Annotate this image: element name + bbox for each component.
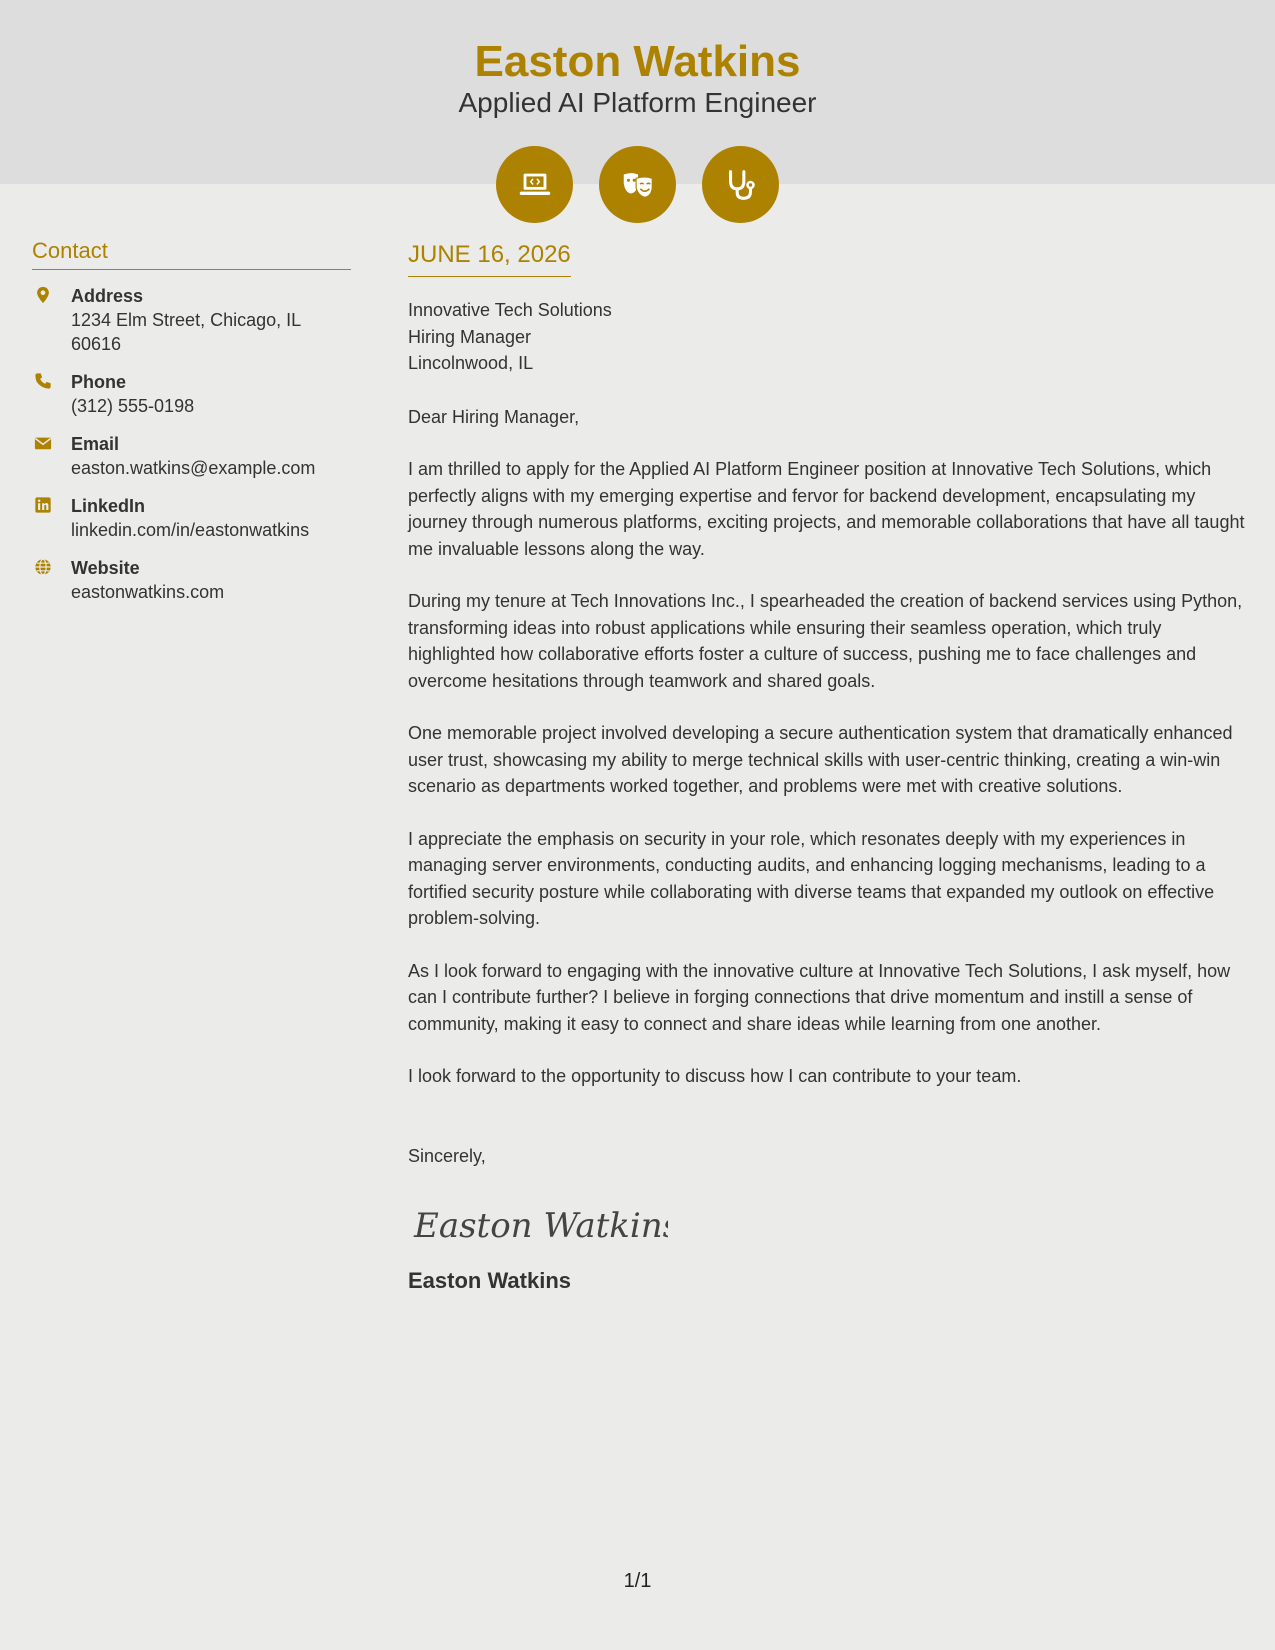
applicant-role: Applied AI Platform Engineer xyxy=(458,87,817,118)
paragraph: I look forward to the opportunity to discuss how I can contribute to your team. xyxy=(408,1066,1022,1086)
paragraph: I am thrilled to apply for the Applied AI Platform Engineer position at Innovative Tech Solutions, which perfectly aligns with my emerging expertise and fervor for backend development, encapsulating my journey through numerous platforms, exciting projects, and memorable collaborations that have all taught me invaluable lessons along the way. xyxy=(408,459,1245,559)
stethoscope-icon xyxy=(702,146,779,223)
contact-label: Address xyxy=(71,286,144,306)
contact-linkedin xyxy=(32,494,351,542)
header-icons xyxy=(496,146,779,223)
signer-name: Easton Watkins xyxy=(408,1268,571,1293)
letter-date: JUNE 16, 2026 xyxy=(408,240,571,277)
signature-text: Easton Watkins xyxy=(414,1206,668,1246)
contact-sidebar xyxy=(32,238,351,604)
contact-label: Website xyxy=(71,558,140,578)
paragraph: One memorable project involved developing a secure authentication system that dramatically enhanced user trust, showcasing my ability to merge technical skills with user-centric thinking, creating a win-win scenario as departments worked together, and problems were met with creative solutions. xyxy=(408,723,1233,796)
map-pin-icon xyxy=(34,286,52,304)
recipient-company: Innovative Tech Solutions xyxy=(408,300,612,320)
linkedin-icon xyxy=(34,496,52,514)
contact-heading: Contact xyxy=(32,238,351,270)
contact-label: Phone xyxy=(71,372,127,392)
contact-label: Email xyxy=(71,434,120,454)
recipient-title: Hiring Manager xyxy=(408,326,532,347)
contact-value: linkedin.com/in/eastonwatkins xyxy=(71,520,310,540)
globe-icon xyxy=(34,558,52,576)
contact-phone xyxy=(32,370,351,418)
laptop-code-icon xyxy=(496,146,573,223)
page-number: 1/1 xyxy=(623,1570,652,1592)
contact-address xyxy=(32,284,351,356)
recipient-block xyxy=(408,297,1248,377)
paragraph: During my tenure at Tech Innovations Inc., I spearheaded the creation of backend services using Python, transforming ideas into robust applications while ensuring their seamless operation, which truly highlighted how collaborative efforts foster a culture of success, pushing me to face challenges and overcome hesitations through teamwork and shared goals. xyxy=(408,591,1243,691)
paragraph: As I look forward to engaging with the innovative culture at Innovative Tech Solutions, I ask myself, how can I contribute further? I believe in forging connections that drive momentum and instill a sense of community, making it easy to connect and share ideas while learning from one another. xyxy=(408,960,1231,1034)
contact-email xyxy=(32,432,351,480)
salutation: Dear Hiring Manager, xyxy=(408,406,580,427)
contact-website xyxy=(32,556,351,604)
closing: Sincerely, xyxy=(408,1145,486,1166)
paragraph: I appreciate the emphasis on security in your role, which resonates deeply with my experiences in managing server environments, conducting audits, and enhancing logging mechanisms, leading to a fortified security posture while collaborating with diverse teams that expanded my outlook on effective problem-solving. xyxy=(408,828,1215,928)
contact-value: (312) 555-0198 xyxy=(71,396,195,416)
contact-value: eastonwatkins.com xyxy=(71,582,225,602)
contact-value: 1234 Elm Street, Chicago, IL 60616 xyxy=(71,310,301,354)
applicant-name: Easton Watkins xyxy=(474,37,801,86)
contact-label: LinkedIn xyxy=(71,496,146,516)
contact-value: easton.watkins@example.com xyxy=(71,458,316,478)
envelope-icon xyxy=(34,434,52,452)
signature xyxy=(408,1197,1248,1251)
theater-masks-icon xyxy=(599,146,676,223)
recipient-location: Lincolnwood, IL xyxy=(408,353,534,373)
phone-icon xyxy=(34,372,52,390)
letter-body xyxy=(408,240,1248,1295)
